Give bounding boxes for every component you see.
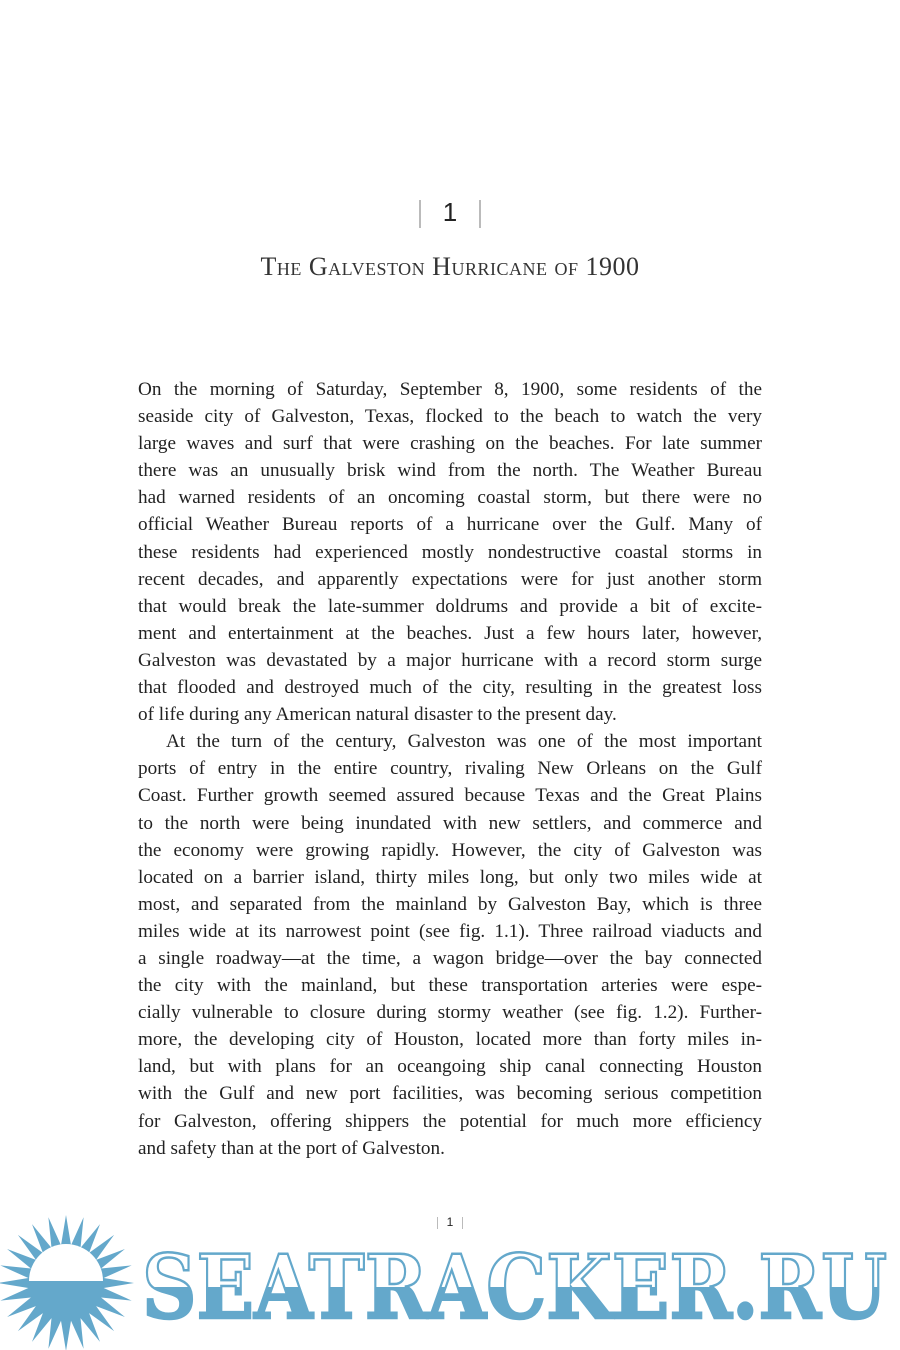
text-line: official Weather Bureau reports of a hurricane over the Gulf. Many of (138, 514, 762, 536)
text-line: ment and entertainment at the beaches. Just a few hours later, however, (138, 622, 762, 644)
page-number-text: 1 (446, 1215, 454, 1229)
text-line: located on a barrier island, thirty miles long, but only two miles wide at (138, 866, 762, 888)
text-line: Coast. Further growth seemed assured because Texas and the Great Plains (138, 785, 762, 807)
text-line: of life during any American natural disaster to the present day. (138, 704, 617, 726)
text-line: On the morning of Saturday, September 8, 1900, some residents of the (138, 379, 762, 400)
watermark-logo (0, 1215, 900, 1350)
text-line: with the Gulf and new port facilities, was becoming serious competition (138, 1083, 762, 1105)
chapter-number-text: 1 (442, 197, 458, 227)
text-line: recent decades, and apparently expectations were for just another storm (138, 568, 762, 590)
chapter-number (0, 197, 900, 228)
text-line: that flooded and destroyed much of the city, resulting in the greatest loss (138, 677, 762, 699)
text-line: that would break the late-summer doldrums and provide a bit of excite- (138, 595, 762, 617)
text-line: a single roadway—at the time, a wagon bridge—over the bay connected (138, 947, 762, 969)
text-line: these residents had experienced mostly nondestructive coastal storms in (138, 541, 762, 563)
body-text (138, 376, 762, 1162)
text-line: to the north were being inundated with new settlers, and commerce and (138, 812, 762, 834)
text-line: and safety than at the port of Galveston. (138, 1137, 445, 1159)
text-line: land, but with plans for an oceangoing ship canal connecting Houston (138, 1056, 762, 1078)
text-line: had warned residents of an oncoming coastal storm, but there were no (138, 487, 762, 509)
watermark-text: SEATRACKER.RU (142, 1235, 887, 1339)
chapter-title: The Galveston Hurricane of 1900 (260, 252, 640, 281)
text-line: ports of entry in the entire country, rivaling New Orleans on the Gulf (138, 758, 762, 780)
text-line: At the turn of the century, Galveston was one of the most important (166, 731, 762, 753)
divider (419, 200, 421, 228)
divider (479, 200, 481, 228)
text-line: more, the developing city of Houston, located more than forty miles in- (138, 1029, 762, 1051)
sun-icon (0, 1215, 134, 1350)
text-line: miles wide at its narrowest point (see fig. 1.1). Three railroad viaducts and (138, 920, 762, 942)
text-line: large waves and surf that were crashing on the beaches. For late summer (138, 433, 762, 455)
text-line: the economy were growing rapidly. However, the city of Galveston was (138, 839, 762, 861)
text-line: for Galveston, offering shippers the potential for much more efficiency (138, 1110, 762, 1132)
text-line: seaside city of Galveston, Texas, flocked to the beach to watch the very (138, 406, 762, 428)
text-line: cially vulnerable to closure during stormy weather (see fig. 1.2). Further- (138, 1002, 762, 1024)
text-line: there was an unusually brisk wind from the north. The Weather Bureau (138, 460, 762, 482)
text-line: the city with the mainland, but these transportation arteries were espe- (138, 975, 762, 997)
text-line: most, and separated from the mainland by Galveston Bay, which is three (138, 893, 762, 915)
text-line: Galveston was devastated by a major hurricane with a record storm surge (138, 649, 762, 671)
